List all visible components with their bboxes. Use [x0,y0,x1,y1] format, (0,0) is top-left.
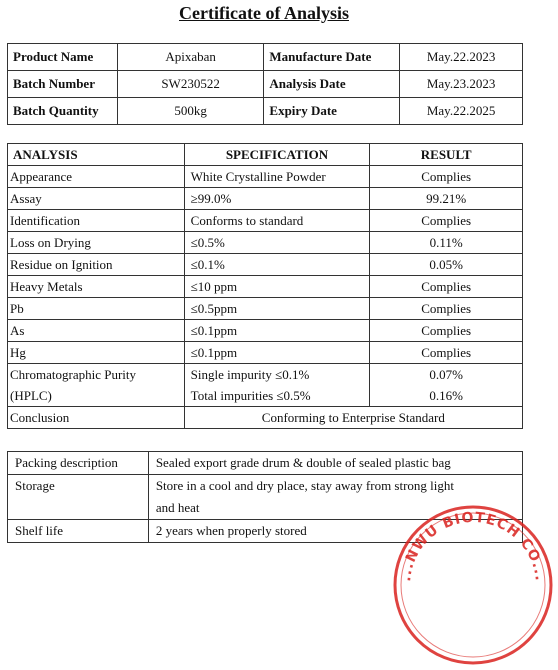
result-header: RESULT [370,144,523,166]
result-value: Complies [370,320,523,342]
specification-value: ≤10 ppm [184,276,370,298]
table-row [8,210,523,232]
table-row [8,475,523,498]
analysis-header: ANALYSIS [8,144,185,166]
storage-value-line2: and heat [148,497,522,520]
analysis-item: Pb [8,298,185,320]
result-value: Complies [370,276,523,298]
result-value: Complies [370,166,523,188]
table-row [8,188,523,210]
result-value: Complies [370,298,523,320]
result-value: Complies [370,342,523,364]
result-value: 99.21% [370,188,523,210]
specification-value: White Crystalline Powder [184,166,370,188]
analysis-date-label: Analysis Date [264,71,400,98]
shelf-life-value: 2 years when properly stored [148,520,522,543]
specification-value: ≥99.0% [184,188,370,210]
analysis-item: Identification [8,210,185,232]
table-row [8,342,523,364]
specification-value: ≤0.1ppm [184,320,370,342]
result-value: Complies [370,210,523,232]
analysis-item: Chromatographic Purity [8,364,185,386]
analysis-item: Loss on Drying [8,232,185,254]
storage-label: Storage [8,475,149,520]
specification-value: ≤0.1% [184,254,370,276]
stamp-text: ...NWU BIOTECH CO... [398,509,548,583]
analysis-date-value: May.23.2023 [400,71,523,98]
analysis-table [7,143,523,429]
packing-label: Packing description [8,452,149,475]
storage-value-line1: Store in a cool and dry place, stay away from strong light [148,475,522,498]
batch-number-value: SW230522 [117,71,264,98]
table-row [8,232,523,254]
manufacture-date-label: Manufacture Date [264,44,400,71]
batch-quantity-label: Batch Quantity [8,98,118,125]
product-info-table [7,43,523,125]
specification-value: Single impurity ≤0.1% [184,364,370,386]
expiry-date-value: May.22.2025 [400,98,523,125]
analysis-item: Appearance [8,166,185,188]
table-row [8,276,523,298]
result-value: 0.07% [370,364,523,386]
shelf-life-label: Shelf life [8,520,149,543]
result-value: 0.05% [370,254,523,276]
table-row [8,320,523,342]
company-seal-stamp [388,500,558,670]
analysis-item: As [8,320,185,342]
expiry-date-label: Expiry Date [264,98,400,125]
analysis-item: Assay [8,188,185,210]
table-row [8,407,523,429]
table-row [8,385,523,407]
document-title: Certificate of Analysis [179,3,349,23]
batch-number-label: Batch Number [8,71,118,98]
product-name-value: Apixaban [117,44,264,71]
analysis-item: Heavy Metals [8,276,185,298]
analysis-table-body [8,166,523,429]
manufacture-date-value: May.22.2023 [400,44,523,71]
packing-value: Sealed export grade drum & double of sealed plastic bag [148,452,522,475]
specification-value: ≤0.5ppm [184,298,370,320]
svg-text:...NWU BIOTECH CO... [398,510,548,582]
table-row [8,298,523,320]
table-header-row [8,144,523,166]
table-row [8,166,523,188]
batch-quantity-value: 500kg [117,98,264,125]
table-row [8,71,523,98]
specification-value: ≤0.5% [184,232,370,254]
analysis-item: Residue on Ignition [8,254,185,276]
result-value: 0.11% [370,232,523,254]
product-name-label: Product Name [8,44,118,71]
specification-value: ≤0.1ppm [184,342,370,364]
table-row [8,364,523,386]
specification-value: Conforms to standard [184,210,370,232]
table-row [8,44,523,71]
specification-value: Total impurities ≤0.5% [184,385,370,407]
table-row [8,452,523,475]
specification-header: SPECIFICATION [184,144,370,166]
analysis-item: Hg [8,342,185,364]
table-row [8,254,523,276]
conclusion-label: Conclusion [8,407,185,429]
conclusion-value: Conforming to Enterprise Standard [184,407,522,429]
table-row [8,98,523,125]
analysis-item: (HPLC) [8,385,185,407]
result-value: 0.16% [370,385,523,407]
